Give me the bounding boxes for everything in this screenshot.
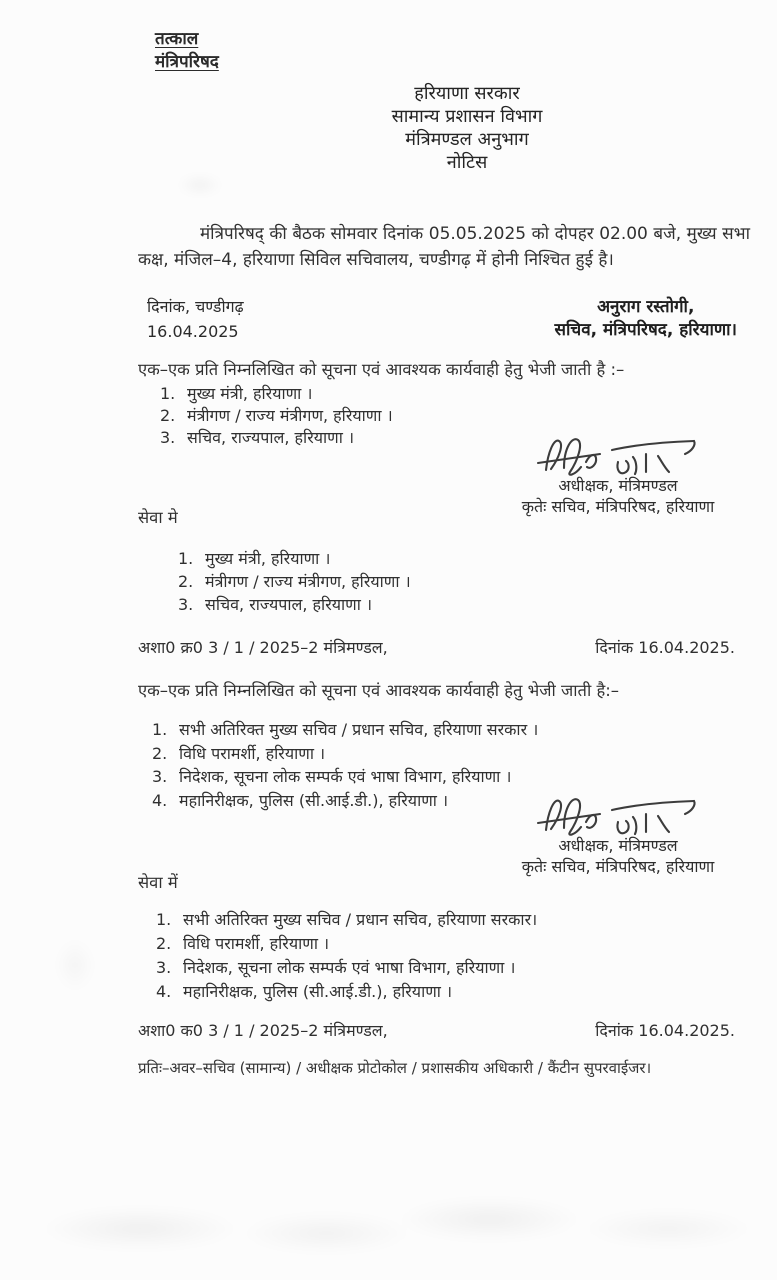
item-number: 1.: [160, 384, 176, 403]
header-department: सामान्य प्रशासन विभाग: [391, 106, 543, 127]
reference-date: दिनांक 16.04.2025.: [595, 638, 735, 657]
reference-number: अशा0 क0 3 / 1 / 2025–2 मंत्रिमण्डल,: [138, 1021, 388, 1040]
item-number: 3.: [156, 958, 172, 977]
seva-label-1: सेवा मे: [138, 508, 178, 527]
reference-row-1: [138, 636, 735, 658]
dateline-block: [147, 294, 244, 344]
distribution2-intro: एक–एक प्रति निम्नलिखित को सूचना एवं आवश्यक कार्यवाही हेतु भेजी जाती है:–: [138, 681, 620, 700]
urgency-label: तत्काल: [155, 29, 199, 49]
list-item: [156, 908, 537, 932]
list-item: [156, 956, 537, 980]
item-number: 3.: [178, 595, 194, 614]
list-item: [160, 383, 393, 405]
dateline-place: दिनांक, चण्डीगढ़: [147, 297, 244, 316]
signature-block-1: [502, 432, 734, 517]
item-text: महानिरीक्षक, पुलिस (सी.आई.डी.), हरियाणा ।: [183, 982, 453, 1001]
item-text: मंत्रीगण / राज्य मंत्रीगण, हरियाणा ।: [187, 406, 393, 425]
reference-row-2: [138, 1019, 735, 1041]
seva-label-2: सेवा में: [138, 873, 178, 892]
signature-designation: अधीक्षक, मंत्रिमण्डल: [558, 476, 678, 495]
item-text: मुख्य मंत्री, हरियाणा ।: [187, 384, 313, 403]
list-item: [178, 593, 411, 616]
list-item: [160, 427, 393, 449]
item-number: 4.: [152, 790, 168, 810]
list-item: [156, 932, 537, 956]
signature-designation: अधीक्षक, मंत्रिमण्डल: [558, 836, 678, 855]
copy-distribution-line: प्रतिः–अवर–सचिव (सामान्य) / अधीक्षक प्रोटोकोल / प्रशासकीय अधिकारी / कैंटीन सुपरवाईजर।: [138, 1059, 652, 1077]
item-text: विधि परामर्शी, हरियाणा ।: [179, 743, 326, 763]
scan-smudge: [40, 920, 110, 1010]
item-text: विधि परामर्शी, हरियाणा ।: [183, 934, 330, 953]
seva1-list: [178, 547, 411, 616]
list-item: [152, 765, 538, 789]
item-text: मुख्य मंत्री, हरियाणा ।: [205, 549, 331, 568]
distribution1-list: [160, 383, 393, 449]
list-item: [160, 405, 393, 427]
seva2-list: [156, 908, 537, 1004]
item-number: 2.: [178, 572, 194, 591]
corner-labels: [155, 28, 219, 74]
reference-number: अशा0 क्र0 3 / 1 / 2025–2 मंत्रिमण्डल,: [138, 638, 388, 657]
council-label: मंत्रिपरिषद: [155, 52, 219, 72]
signatory-name: अनुराग रस्तोगी,: [597, 297, 695, 317]
header-government: हरियाणा सरकार: [414, 83, 520, 104]
signature-for-line: कृतेः सचिव, मंत्रिपरिषद, हरियाणा: [521, 497, 715, 516]
distribution2-list: [152, 718, 538, 812]
government-header: [327, 82, 607, 174]
distribution1-intro: एक–एक प्रति निम्नलिखित को सूचना एवं आवश्यक कार्यवाही हेतु भेजी जाती है :–: [138, 360, 625, 379]
item-text: सभी अतिरिक्त मुख्य सचिव / प्रधान सचिव, हरियाणा सरकार ।: [179, 720, 539, 739]
dateline-date: 16.04.2025: [147, 322, 239, 341]
scan-smudge: [165, 168, 235, 202]
list-item: [152, 718, 538, 742]
item-number: 2.: [152, 743, 168, 763]
item-number: 3.: [160, 428, 176, 447]
signature-block-2: [502, 792, 734, 877]
list-item: [178, 570, 411, 593]
header-section: मंत्रिमण्डल अनुभाग: [405, 129, 529, 150]
item-number: 1.: [178, 549, 194, 568]
list-item: [152, 742, 538, 766]
item-number: 3.: [152, 767, 168, 786]
item-text: महानिरीक्षक, पुलिस (सी.आई.डी.), हरियाणा ।: [179, 790, 449, 810]
item-text: सचिव, राज्यपाल, हरियाणा ।: [187, 428, 355, 447]
item-number: 2.: [160, 406, 176, 425]
scan-smudge: [0, 1178, 777, 1270]
item-number: 2.: [156, 934, 172, 953]
signatory-title: सचिव, मंत्रिपरिषद, हरियाणा।: [554, 320, 737, 340]
item-number: 4.: [156, 982, 172, 1001]
handwritten-signature: [534, 792, 702, 836]
reference-date: दिनांक 16.04.2025.: [595, 1021, 735, 1040]
item-text: सचिव, राज्यपाल, हरियाणा ।: [205, 595, 373, 614]
meeting-paragraph: मंत्रिपरिषद् की बैठक सोमवार दिनांक 05.05.2025 को दोपहर 02.00 बजे, मुख्य सभा कक्ष, मंजिल–4, हरियाणा सिविल सचिवालय, चण्डीगढ़ में होनी निश्चित हुई है।: [138, 224, 750, 270]
list-item: [156, 980, 537, 1004]
item-number: 1.: [152, 720, 168, 739]
header-notice-title: नोटिस: [446, 152, 488, 173]
list-item: [178, 547, 411, 570]
item-text: सभी अतिरिक्त मुख्य सचिव / प्रधान सचिव, हरियाणा सरकार।: [183, 910, 538, 929]
signature-for-line: कृतेः सचिव, मंत्रिपरिषद, हरियाणा: [521, 857, 715, 876]
item-text: निदेशक, सूचना लोक सम्पर्क एवं भाषा विभाग, हरियाणा ।: [183, 958, 516, 977]
item-number: 1.: [156, 910, 172, 929]
item-text: मंत्रीगण / राज्य मंत्रीगण, हरियाणा ।: [205, 572, 411, 591]
item-text: निदेशक, सूचना लोक सम्पर्क एवं भाषा विभाग, हरियाणा ।: [179, 767, 512, 786]
list-item: [152, 789, 538, 813]
handwritten-signature: [534, 432, 702, 476]
signatory-block: [555, 296, 738, 342]
